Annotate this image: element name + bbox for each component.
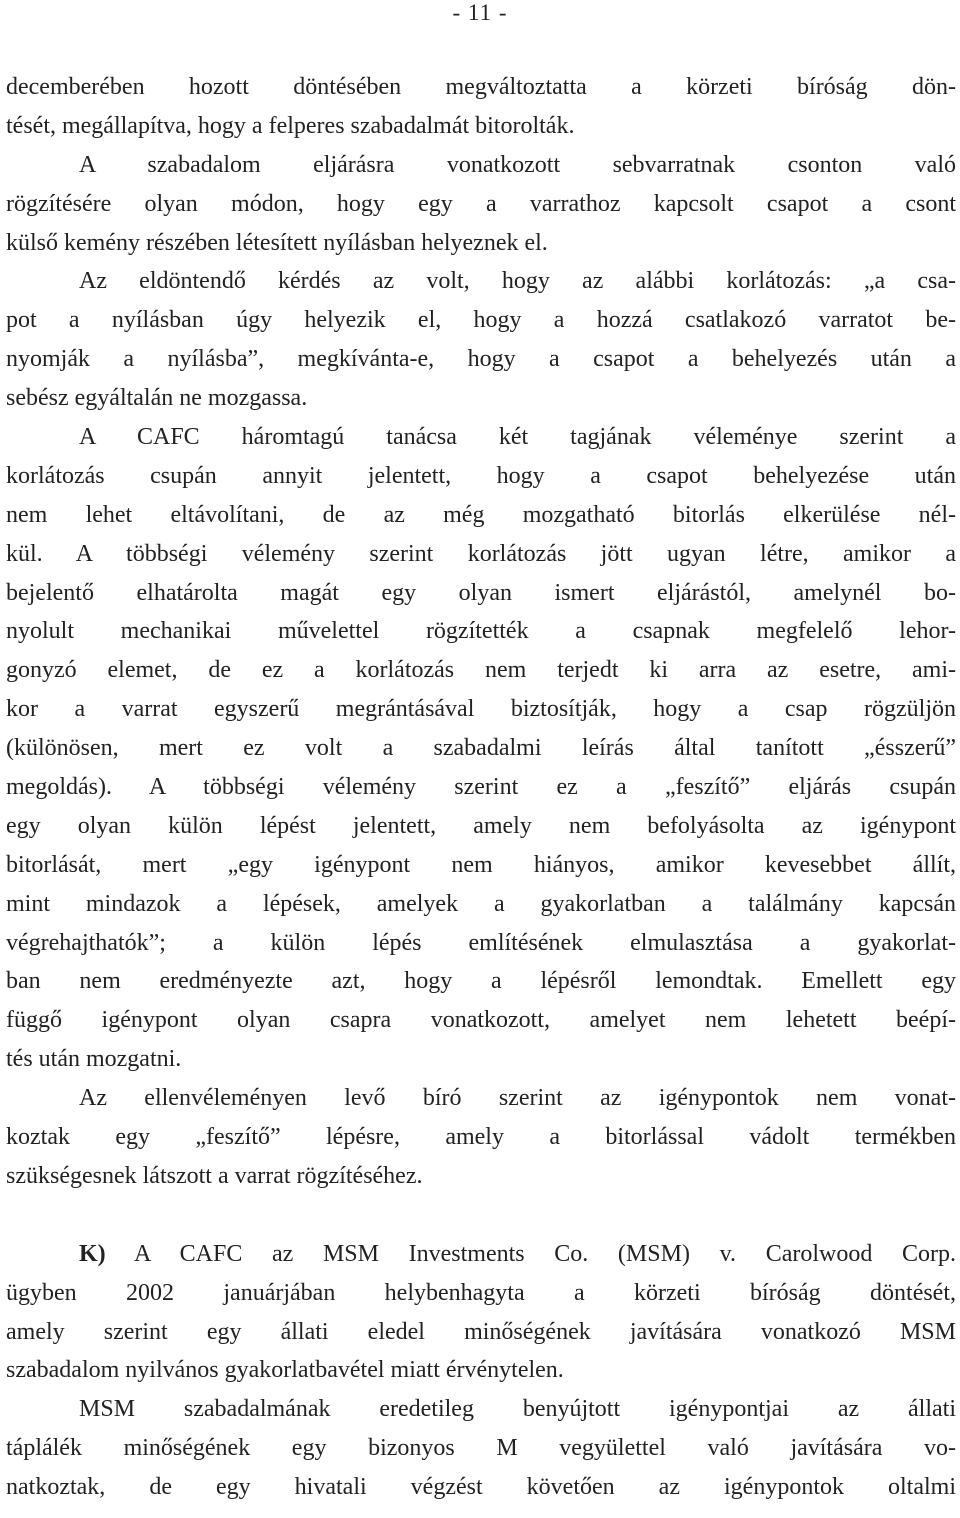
text-line: tés után mozgatni. [6,1046,182,1073]
text-line: nyomják a nyílásba”, megkívánta-e, hogy a csapot a behelyezés után a [6,346,956,373]
text-line: bejelentő elhatárolta magát egy olyan ismert eljárástól, amelynél bo- [6,579,956,606]
text-line: egy olyan külön lépést jelentett, amely nem befolyásolta az igénypont [6,812,956,839]
text-line: táplálék minőségének egy bizonyos M vegyülettel való javítására vo- [6,1435,956,1462]
text-line: szabadalom nyilvános gyakorlatbavétel miatt érvénytelen. [6,1357,564,1384]
text-line: Az eldöntendő kérdés az volt, hogy az alábbi korlátozás: „a csa- [79,268,956,295]
text-line: decemberében hozott döntésében megváltoztatta a körzeti bíróság dön- [6,74,956,100]
text-line: natkoztak, de egy hivatali végzést követően az igénypontok oltalmi [6,1474,956,1501]
text-line: bitorlását, mert „egy igénypont nem hiányos, amikor kevesebbet állít, [6,851,956,878]
section-label: K) [79,1240,106,1267]
text-line: ügyben 2002 januárjában helybenhagyta a körzeti bíróság döntését, [6,1279,956,1306]
text-line: szükségesnek látszott a varrat rögzítéséhez. [6,1162,423,1189]
page-number: - 11 - [452,0,508,25]
text-line: kül. A többségi vélemény szerint korlátozás jött ugyan létre, amikor a [6,540,956,567]
text-line: végrehajthatók”; a külön lépés említésének elmulasztása a gyakorlat- [6,929,956,956]
text-line: korlátozás csupán annyit jelentett, hogy a csapot behelyezése után [6,462,956,489]
text-line: rögzítésére olyan módon, hogy egy a varrathoz kapcsolt csapot a csont [6,190,956,217]
text-line: koztak egy „feszítő” lépésre, amely a bitorlással vádolt termékben [6,1124,956,1151]
text-line: mint mindazok a lépések, amelyek a gyakorlatban a találmány kapcsán [6,890,956,917]
text-line: gonyzó elemet, de ez a korlátozás nem terjedt ki arra az esetre, ami- [6,657,956,684]
text-line: Az ellenvéleményen levő bíró szerint az igénypontok nem vonat- [79,1085,956,1112]
paragraph-gap [6,1196,956,1235]
text-line: amely szerint egy állati eledel minőségének javítására vonatkozó MSM [6,1318,956,1345]
text-line: megoldás). A többségi vélemény szerint ez a „feszítő” eljárás csupán [6,774,956,801]
text-line: kor a varrat egyszerű megrántásával biztosítják, hogy a csap rögzüljön [6,696,956,723]
text-line: függő igénypont olyan csapra vonatkozott, amelyet nem lehetett beépí- [6,1007,956,1034]
text-line: MSM szabadalmának eredetileg benyújtott igénypontjai az állati [79,1396,956,1423]
text-line-content: A CAFC az MSM Investments Co. (MSM) v. Carolwood Corp. [105,1240,956,1267]
text-line: A CAFC háromtagú tanácsa két tagjának véleménye szerint a [79,424,956,451]
text-line [6,1235,956,1274]
body-text [6,68,956,1507]
text-line: (különösen, mert ez volt a szabadalmi leírás által tanított „ésszerű” [6,735,956,762]
text-line: külső kemény részében létesített nyílásban helyeznek el. [6,229,548,256]
text-line: A szabadalom eljárásra vonatkozott sebvarratnak csonton való [79,151,956,178]
text-line: nem lehet eltávolítani, de az még mozgatható bitorlás elkerülése nél- [6,501,956,528]
text-line: sebész egyáltalán ne mozgassa. [6,385,308,412]
text-line: ban nem eredményezte azt, hogy a lépésről lemondtak. Emellett egy [6,968,956,995]
text-line: pot a nyílásban úgy helyezik el, hogy a hozzá csatlakozó varratot be- [6,307,956,334]
text-line: tését, megállapítva, hogy a felperes szabadalmát bitorolták. [6,112,575,139]
text-line: nyolult mechanikai művelettel rögzítették a csapnak megfelelő lehor- [6,618,956,645]
